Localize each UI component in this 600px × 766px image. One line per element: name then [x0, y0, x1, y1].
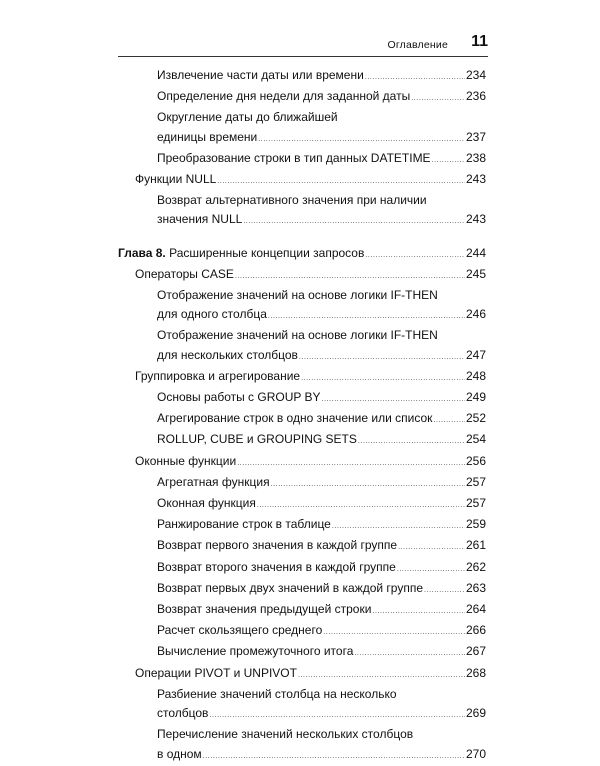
leader-dots — [397, 560, 465, 579]
toc-entry-title: Основы работы с GROUP BY — [157, 390, 321, 405]
toc-entry-title-line1: Отображение значений на основе логики IF-THEN — [157, 328, 438, 343]
toc-entry-title: Функции NULL — [135, 172, 217, 187]
leader-dots — [268, 307, 465, 326]
toc-entry[interactable] — [118, 409, 486, 430]
toc-entry[interactable] — [118, 600, 486, 621]
toc-entry-page: 249 — [465, 390, 486, 405]
toc-entry-title: для одного столбца — [157, 307, 267, 322]
leader-dots — [372, 602, 465, 621]
toc-entry-page: 267 — [465, 644, 486, 659]
toc-entry-title: Возврат значения предыдущей строки — [157, 602, 372, 617]
toc-entry-page: 263 — [465, 580, 486, 595]
toc-entry-title: ROLLUP, CUBE и GROUPING SETS — [157, 432, 357, 447]
toc-entry-title: Группировка и агрегирование — [135, 368, 301, 383]
toc-chapter-entry[interactable] — [118, 244, 486, 265]
leader-dots — [398, 538, 465, 557]
toc-entry-title-line1: Возврат альтернативного значения при наличии — [157, 193, 427, 208]
toc-entry-page: 243 — [465, 212, 486, 227]
toc-entry-title: Расширенные концепции запросов — [169, 245, 365, 260]
header-page-number: 11 — [471, 33, 488, 50]
toc-entry[interactable] — [118, 87, 486, 108]
toc-entry[interactable] — [118, 579, 486, 600]
toc-entry-title: Преобразование строки в тип данных DATETIME — [157, 150, 431, 165]
chapter-number: Глава 8. — [118, 245, 166, 260]
toc-entry-title: Оконные функции — [135, 453, 237, 468]
leader-dots — [237, 454, 465, 473]
header-rule — [118, 56, 488, 57]
leader-dots — [258, 130, 465, 149]
toc-entry-title: Ранжирование строк в таблице — [157, 517, 331, 532]
toc-entry-page: 264 — [465, 602, 486, 617]
toc-entry-title: Операции PIVOT и UNPIVOT — [135, 665, 297, 680]
leader-dots — [217, 172, 465, 191]
toc-entry-title: в одном — [157, 746, 202, 761]
toc-entry[interactable] — [118, 149, 486, 170]
leader-dots — [365, 246, 465, 265]
toc-entry[interactable] — [118, 326, 486, 366]
toc-entry-title: Вычисление промежуточного итога — [157, 644, 354, 659]
toc-entry-title-line1: Разбиение значений столбца на несколько — [157, 686, 397, 701]
toc-entry-title-line1: Перечисление значений нескольких столбцов — [157, 727, 414, 742]
toc-entry-page: 262 — [465, 559, 486, 574]
leader-dots — [235, 267, 465, 286]
toc-entry[interactable] — [118, 108, 486, 148]
leader-dots — [322, 390, 465, 409]
toc-entry[interactable] — [118, 191, 486, 231]
leader-dots — [354, 644, 465, 663]
leader-dots — [271, 475, 465, 494]
leader-dots — [365, 68, 465, 87]
toc-entry-page: 234 — [465, 68, 486, 82]
toc-entry-page: 269 — [465, 706, 486, 721]
leader-dots — [432, 151, 465, 170]
toc-entry[interactable] — [118, 558, 486, 579]
toc-entry-title: единицы времени — [157, 129, 258, 144]
toc-entry-page: 261 — [465, 538, 486, 553]
leader-dots — [332, 517, 465, 536]
toc-entry-title: Операторы CASE — [135, 266, 234, 281]
toc-entry-page: 238 — [465, 150, 486, 165]
toc-entry[interactable] — [118, 286, 486, 326]
leader-dots — [433, 411, 465, 430]
leader-dots — [358, 432, 465, 451]
toc-entry-title: столбцов — [157, 706, 209, 721]
toc-entry-page: 246 — [465, 307, 486, 322]
toc-entry[interactable] — [118, 664, 486, 685]
toc-entry-page: 245 — [465, 266, 486, 281]
toc-entry-page: 256 — [465, 453, 486, 468]
toc-entry-page: 266 — [465, 623, 486, 638]
leader-dots — [257, 496, 465, 515]
toc-entry-page: 254 — [465, 432, 486, 447]
running-header — [118, 34, 488, 54]
toc-entry[interactable] — [118, 473, 486, 494]
toc-entry-page: 236 — [465, 89, 486, 104]
toc-entry[interactable] — [118, 725, 486, 765]
leader-dots — [301, 369, 465, 388]
toc-entry-title: Агрегатная функция — [157, 474, 270, 489]
leader-dots — [209, 706, 465, 725]
toc-entry[interactable] — [118, 494, 486, 515]
toc-entry-title: значения NULL — [157, 212, 243, 227]
toc-entry-page: 247 — [465, 347, 486, 362]
toc-entry-page: 257 — [465, 474, 486, 489]
toc-entry-title: Возврат второго значения в каждой группе — [157, 559, 396, 574]
toc-entry-title: Агрегирование строк в одно значение или список — [157, 411, 433, 426]
toc-entry-title: Возврат первых двух значений в каждой группе — [157, 580, 424, 595]
leader-dots — [299, 348, 465, 367]
toc-entry-title: для нескольких столбцов — [157, 347, 298, 362]
toc-entry-title: Возврат первого значения в каждой группе — [157, 538, 398, 553]
toc-entry-page: 268 — [465, 665, 486, 680]
leader-dots — [243, 212, 465, 231]
toc-entry-title-line1: Отображение значений на основе логики IF-THEN — [157, 288, 438, 303]
toc-entry-page: 248 — [465, 368, 486, 383]
toc-entry[interactable] — [118, 430, 486, 451]
toc-entry[interactable] — [118, 515, 486, 536]
toc-entry[interactable] — [118, 170, 486, 191]
header-title: Оглавление — [387, 39, 448, 51]
toc-entry-page: 237 — [465, 129, 486, 144]
toc-entry-title: Расчет скользящего среднего — [157, 623, 323, 638]
toc-entry[interactable] — [118, 685, 486, 725]
toc-entry[interactable] — [118, 265, 486, 286]
toc-entry-page: 259 — [465, 517, 486, 532]
toc-entry[interactable] — [118, 536, 486, 557]
toc-entry-title: Определение дня недели для заданной даты — [157, 89, 411, 104]
toc-entry-page: 270 — [465, 746, 486, 761]
toc-entry-title: Извлечение части даты или времени — [157, 68, 364, 82]
toc-entry[interactable] — [118, 367, 486, 388]
toc-entry-page: 244 — [465, 245, 486, 260]
toc-entry-title-line1: Округление даты до ближайшей — [157, 110, 338, 125]
toc-entry[interactable] — [118, 66, 486, 87]
leader-dots — [323, 623, 465, 642]
leader-dots — [298, 666, 465, 685]
toc-entry-title: Оконная функция — [157, 496, 256, 511]
leader-dots — [203, 747, 465, 766]
toc-entry[interactable] — [118, 642, 486, 663]
toc-entry[interactable] — [118, 388, 486, 409]
toc-entry[interactable] — [118, 452, 486, 473]
leader-dots — [424, 581, 465, 600]
leader-dots — [411, 89, 465, 108]
table-of-contents — [118, 66, 486, 766]
toc-entry[interactable] — [118, 621, 486, 642]
toc-entry-page: 243 — [465, 172, 486, 187]
toc-entry-page: 252 — [465, 411, 486, 426]
toc-entry-page: 257 — [465, 496, 486, 511]
